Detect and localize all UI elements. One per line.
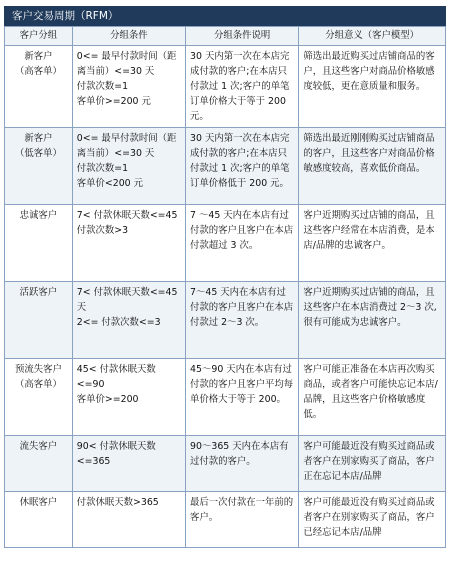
- cell-explanation: 7～45 天内在本店有过付款的客户且客户在本店付款过 2～3 次。: [186, 282, 299, 359]
- header-explanation: 分组条件说明: [186, 27, 299, 46]
- header-condition: 分组条件: [72, 27, 185, 46]
- cell-meaning: 客户可能最近没有购买过商品或者客户在别家购买了商品，客户已经忘记本店/品牌: [299, 492, 446, 548]
- table-row: [5, 359, 446, 436]
- cell-meaning: 客户近期购买过店铺的商品，且这些客户在本店消费过 2～3 次,很有可能成为忠诚客户。: [299, 282, 446, 359]
- rfm-table-card: [4, 6, 446, 580]
- cell-group: 新客户 （高客单）: [5, 46, 73, 128]
- cell-group: 忠诚客户: [5, 205, 73, 282]
- table-row: [5, 436, 446, 492]
- cell-explanation: 90～365 天内在本店有过付款的客户。: [186, 436, 299, 492]
- cell-meaning: 筛选出最近刚刚购买过店铺商品的客户，且这些客户对商品价格敏感度较高，喜欢低价商品。: [299, 128, 446, 205]
- table-row: [5, 282, 446, 359]
- cell-meaning: 客户可能正准备在本店再次购买商品，或者客户可能快忘记本店/品牌，且这些客户价格敏感度低。: [299, 359, 446, 436]
- table-row: [5, 492, 446, 548]
- cell-meaning: 客户可能最近没有购买过商品或者客户在别家购买了商品，客户正在忘记本店/品牌: [299, 436, 446, 492]
- cell-condition: 付款休眠天数>365: [72, 492, 185, 548]
- table-row: [5, 205, 446, 282]
- table-title: 客户交易周期（RFM）: [4, 6, 446, 26]
- cell-explanation: 最后一次付款在一年前的客户。: [186, 492, 299, 548]
- cell-explanation: 30 天内第一次在本店完成付款的客户;在本店只付款过 1 次;客户的单笔订单价格低于 200 元。: [186, 128, 299, 205]
- cell-group: 新客户 （低客单）: [5, 128, 73, 205]
- cell-condition: 0<= 最早付款时间（距离当前）<=30 天 付款次数=1 客单价<200 元: [72, 128, 185, 205]
- cell-meaning: 客户近期购买过店铺的商品，且这些客户经常在本店消费，是本店/品牌的忠诚客户。: [299, 205, 446, 282]
- cell-condition: 7< 付款休眠天数<=45 天 2<= 付款次数<=3: [72, 282, 185, 359]
- table-row: [5, 128, 446, 205]
- cell-meaning: 筛选出最近购买过店铺商品的客户，且这些客户对商品价格敏感度较低，更在意质量和服务。: [299, 46, 446, 128]
- rfm-table: [4, 26, 446, 548]
- cell-condition: 0<= 最早付款时间（距离当前）<=30 天 付款次数=1 客单价>=200 元: [72, 46, 185, 128]
- header-group: 客户分组: [5, 27, 73, 46]
- header-row: [5, 27, 446, 46]
- cell-explanation: 7 ～45 天内在本店有过付款的客户且客户在本店付款超过 3 次。: [186, 205, 299, 282]
- cell-condition: 90< 付款休眠天数<=365: [72, 436, 185, 492]
- cell-group: 活跃客户: [5, 282, 73, 359]
- cell-group: 预流失客户（高客单）: [5, 359, 73, 436]
- cell-explanation: 30 天内第一次在本店完成付款的客户;在本店只付款过 1 次;客户的单笔订单价格大于等于 200 元。: [186, 46, 299, 128]
- cell-condition: 7< 付款休眠天数<=45 付款次数>3: [72, 205, 185, 282]
- cell-condition: 45< 付款休眠天数<=90 客单价>=200: [72, 359, 185, 436]
- header-meaning: 分组意义（客户模型）: [299, 27, 446, 46]
- cell-group: 休眠客户: [5, 492, 73, 548]
- cell-explanation: 45～90 天内在本店有过付款的客户且客户平均每单价格大于等于 200。: [186, 359, 299, 436]
- table-row: [5, 46, 446, 128]
- cell-group: 流失客户: [5, 436, 73, 492]
